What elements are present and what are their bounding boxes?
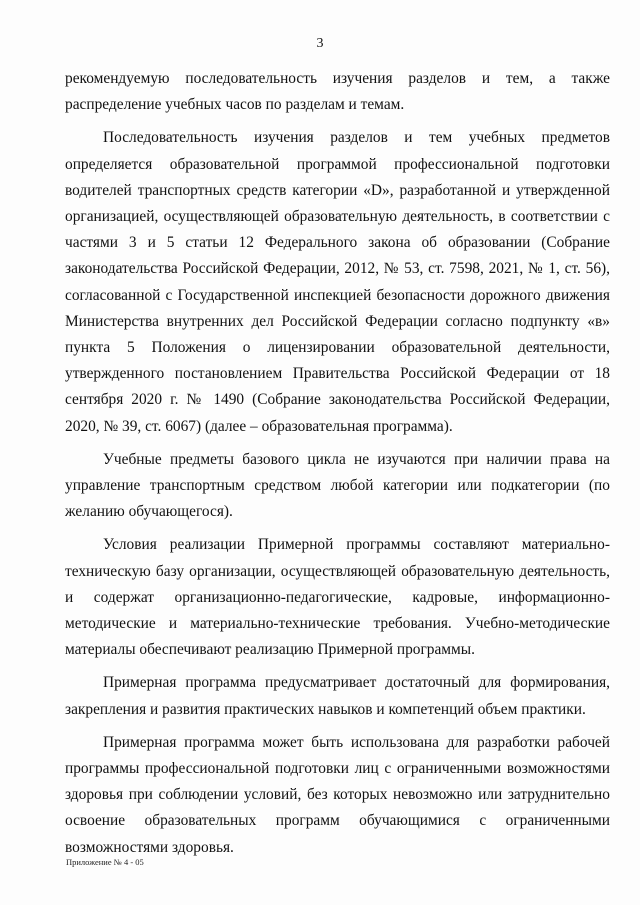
page-number: 3 xyxy=(316,36,324,51)
page-footer: Приложение № 4 - 05 xyxy=(66,857,144,867)
document-body xyxy=(65,66,610,861)
paragraph-practice: Примерная программа предусматривает достаточный для формирования, закрепления и развития практических навыков и компетенций объем практики. xyxy=(65,674,610,718)
paragraph-conditions: Условия реализации Примерной программы составляют материально-техническую базу организации, осуществляющей образовательную деятельность, и содержат организационно-педагогические, кадровые, информационно-методические и материально-технические требования. Учебно-методические материалы обеспечивают реализацию Примерной программы. xyxy=(65,536,610,659)
paragraph-continuation: рекомендуемую последовательность изучения разделов и тем, а также распределение учебных часов по разделам и темам. xyxy=(65,70,610,114)
paragraph-sequence: Последовательность изучения разделов и тем учебных предметов определяется образовательной программой профессиональной подготовки водителей транспортных средств категории «D», разработанной и утвержденной организацией, осуществляющей образовательную деятельность, в соответствии с частями 3 и 5 статьи 12 Федерального закона об образовании (Собрание законодательства Российской Федерации, 2012, № 53, ст. 7598, 2021, № 1, ст. 56), согласованной с Государственной инспекцией безопасности дорожного движения Министерства внутренних дел Российской Федерации согласно подпункту «в» пункта 5 Положения о лицензировании образовательной деятельности, утвержденного постановлением Правительства Российской Федерации от 18 сентября 2020 г. № 1490 (Собрание законодательства Российской Федерации, 2020, № 39, ст. 6067) (далее – образовательная программа). xyxy=(65,129,610,435)
paragraph-disabilities: Примерная программа может быть использована для разработки рабочей программы профессиональной подготовки лиц с ограниченными возможностями здоровья при соблюдении условий, без которых невозможно или затруднительно освоение образовательных программ обучающимися с ограниченными возможностями здоровья. xyxy=(65,733,610,856)
paragraph-basic-cycle: Учебные предметы базового цикла не изучаются при наличии права на управление транспортным средством любой категории или подкатегории (по желанию обучающегося). xyxy=(65,450,610,521)
